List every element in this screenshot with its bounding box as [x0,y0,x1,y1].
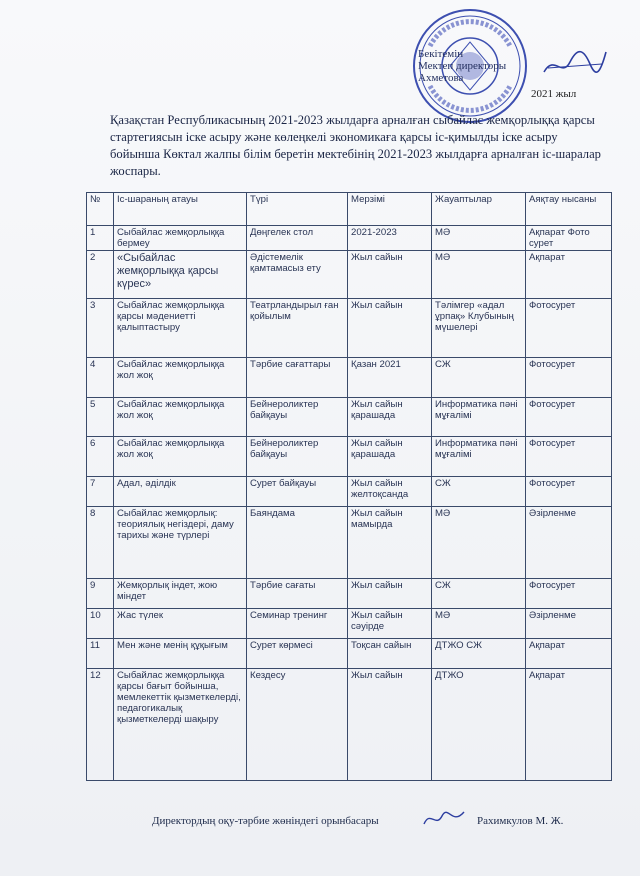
row-responsible: МӘ [432,226,526,251]
row-deadline: Жыл сайын желтоқсанда [348,477,432,507]
row-deadline: Жыл сайын қарашада [348,398,432,437]
row-deadline: Жыл сайын [348,299,432,358]
header-number: № [87,193,114,226]
row-number: 5 [87,398,114,437]
row-deadline: Жыл сайын сәуірде [348,609,432,639]
row-completion-form: Ақпарат [526,669,612,781]
row-completion-form: Әзірленме [526,507,612,579]
row-deadline: Жыл сайын қарашада [348,437,432,477]
row-event-name: Сыбайлас жемқорлыққа жол жоқ [114,437,247,477]
row-type: Бейнероликтер байқауы [247,437,348,477]
row-deadline: Жыл сайын [348,251,432,299]
row-deadline: Қазан 2021 [348,358,432,398]
row-type: Бейнероликтер байқауы [247,398,348,437]
row-number: 2 [87,251,114,299]
row-responsible: Информатика пәні мұғалімі [432,437,526,477]
row-number: 12 [87,669,114,781]
row-deadline: Жыл сайын [348,579,432,609]
table-row [87,669,612,781]
table-row [87,226,612,251]
row-completion-form: Ақпарат [526,639,612,669]
row-event-name: Сыбайлас жемқорлыққа қарсы бағыт бойынша, мемлекеттік қызметкелерді, педагогикалық қызметкелерді шақыру [114,669,247,781]
table-row [87,398,612,437]
document-title: Қазақстан Республикасының 2021-2023 жылдарға арналған сыбайлас жемқорлыққа қарсы стартегиясын іске асыру және көлеңкелі экономикаға қарсы іс-қимылды іске асыру бойынша Көктал жалпы білім беретін мектебінің 2021-2023 жылдарға арналған іс-шаралар жоспары. [110,113,601,178]
table-row [87,609,612,639]
approval-line-3: Ахметова [418,72,464,84]
row-completion-form: Фотосурет [526,398,612,437]
row-completion-form: Фотосурет [526,437,612,477]
approval-year: 2021 жыл [531,88,577,100]
table-row [87,299,612,358]
row-type: Театрландырыл ған қойылым [247,299,348,358]
row-completion-form: Фотосурет [526,579,612,609]
table-header-row [87,193,612,226]
row-deadline: 2021-2023 [348,226,432,251]
row-type: Сурет байқауы [247,477,348,507]
row-number: 10 [87,609,114,639]
row-event-name: Адал, әділдік [114,477,247,507]
row-number: 3 [87,299,114,358]
row-type: Тәрбие сағаты [247,579,348,609]
row-number: 11 [87,639,114,669]
header-type: Түрі [247,193,348,226]
row-number: 4 [87,358,114,398]
director-signature-icon [540,44,610,84]
row-deadline: Жыл сайын [348,669,432,781]
row-responsible: Информатика пәні мұғалімі [432,398,526,437]
deputy-signature-icon [420,806,468,832]
row-completion-form: Әзірленме [526,609,612,639]
row-responsible: ДТЖО [432,669,526,781]
row-event-name: Жас түлек [114,609,247,639]
row-responsible: СЖ [432,358,526,398]
row-type: Семинар тренинг [247,609,348,639]
row-number: 6 [87,437,114,477]
header-event-name: Іс-шараның атауы [114,193,247,226]
row-event-name: «Сыбайлас жемқорлыққа қарсы күрес» [114,251,247,299]
row-event-name: Сыбайлас жемқорлыққа жол жоқ [114,358,247,398]
approval-block [418,48,506,84]
row-deadline: Жыл сайын мамырда [348,507,432,579]
row-type: Дөңгелек стол [247,226,348,251]
row-completion-form: Фотосурет [526,477,612,507]
table-row [87,639,612,669]
action-plan-table [86,192,612,781]
table-row [87,477,612,507]
row-number: 7 [87,477,114,507]
table-row [87,579,612,609]
table-row [87,507,612,579]
row-event-name: Сыбайлас жемқорлыққа жол жоқ [114,398,247,437]
row-responsible: МӘ [432,251,526,299]
table-row [87,358,612,398]
row-number: 9 [87,579,114,609]
row-event-name: Мен және менің құқығым [114,639,247,669]
row-responsible: СЖ [432,579,526,609]
row-type: Сурет көрмесі [247,639,348,669]
row-deadline: Тоқсан сайын [348,639,432,669]
approval-line-2: Мектеп директоры [418,60,507,72]
header-completion-form: Аяқтау нысаны [526,193,612,226]
row-responsible: МӘ [432,609,526,639]
row-type: Баяндама [247,507,348,579]
footer-signoff [152,815,564,827]
row-type: Тәрбие сағаттары [247,358,348,398]
row-event-name: Сыбайлас жемқорлық: теориялық негіздері, даму тарихы және түрлері [114,507,247,579]
footer-name: Рахимкулов М. Ж. [477,815,564,827]
row-completion-form: Фотосурет [526,358,612,398]
footer-position: Директордың оқу-тәрбие жөніндегі орынбасары [152,815,379,827]
row-event-name: Сыбайлас жемқорлыққа бермеу [114,226,247,251]
row-type: Кездесу [247,669,348,781]
row-type: Әдістемелік қамтамасыз ету [247,251,348,299]
row-responsible: Тәлімгер «адал ұрпақ» Клубының мүшелері [432,299,526,358]
table-row [87,251,612,299]
row-responsible: МӘ [432,507,526,579]
table-row [87,437,612,477]
approval-line-1: Бекітемін [418,48,464,60]
row-event-name: Жемқорлық індет, жою міндет [114,579,247,609]
row-completion-form: Фотосурет [526,299,612,358]
header-deadline: Мерзімі [348,193,432,226]
row-number: 1 [87,226,114,251]
row-event-name: Сыбайлас жемқорлыққа қарсы мәдениетті қалыптастыру [114,299,247,358]
header-responsible: Жауаптылар [432,193,526,226]
row-completion-form: Ақпарат [526,251,612,299]
row-completion-form: Ақпарат Фото сурет [526,226,612,251]
row-responsible: СЖ [432,477,526,507]
row-number: 8 [87,507,114,579]
row-responsible: ДТЖО СЖ [432,639,526,669]
